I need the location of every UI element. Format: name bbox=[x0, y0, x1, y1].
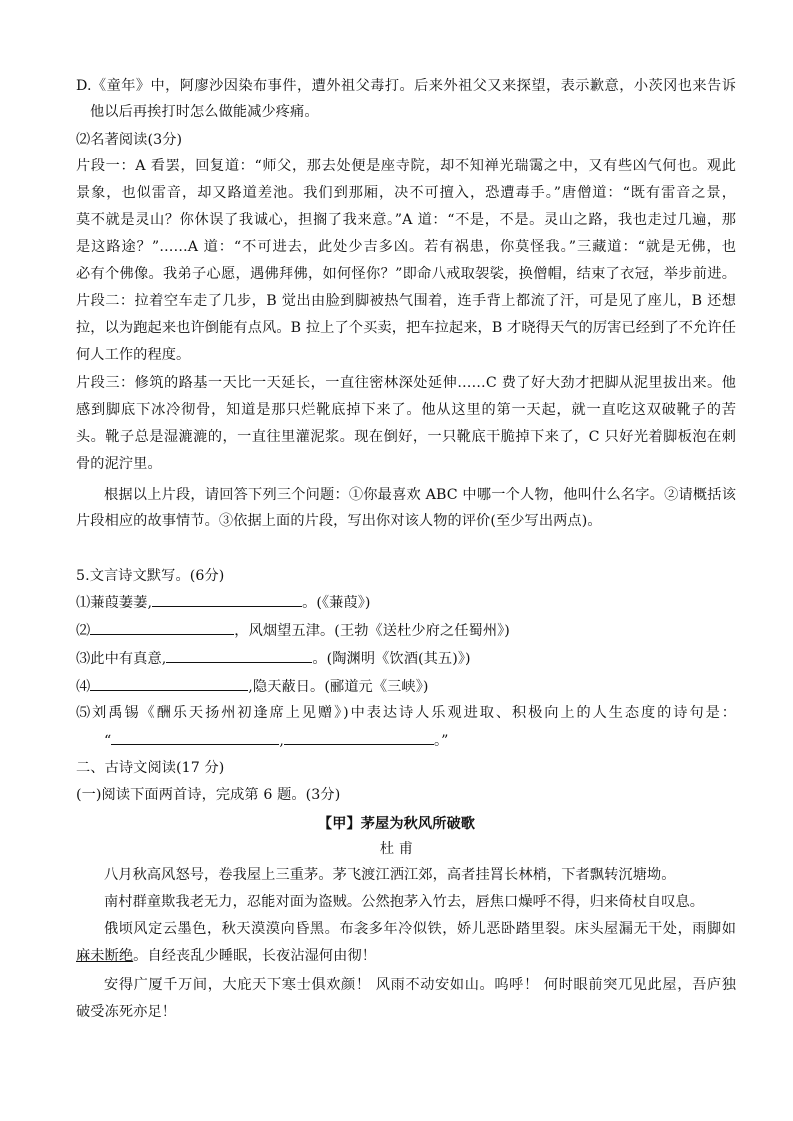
q5-item5-answer bbox=[104, 730, 764, 751]
option-d-line2: 他以后再挨打时怎么做能减少疼痛。 bbox=[90, 104, 319, 120]
answer-blank-3[interactable] bbox=[166, 648, 312, 663]
poem-stanza: 俄顷风定云墨色，秋天漠漠向昏黑。布衾多年冷似铁，娇儿恶卧踏里裂。床头屋漏无干处，雨脚如 bbox=[104, 921, 736, 937]
q5-item2-suffix: ，风烟望五津。(王勃《送杜少府之任蜀州》) bbox=[234, 623, 510, 639]
part2-subheading: (一)阅读下面两首诗，完成第 6 题。(3分) bbox=[76, 787, 341, 803]
fragment1-line: 景象，也似雷音，却又路道差池。我们到那厢，决不可擅入，恐遭毒手。”唐僧道：“既有雷音之景， bbox=[76, 185, 736, 201]
close-quote: 。” bbox=[433, 733, 449, 749]
fragment1-line: 莫不就是灵山？你休误了我诚心，担搁了我来意。”A 道：“不是，不是。灵山之路，我也走过几遍，那 bbox=[76, 212, 736, 228]
poem-stanza-cont bbox=[76, 946, 736, 966]
q5-item1-prefix: ⑴蒹葭萋萋, bbox=[76, 595, 153, 611]
q5-item5: ⑸刘禹锡《酬乐天扬州初逢席上见赠》)中表达诗人乐观进取、积极向上的人生态度的诗句是： bbox=[76, 705, 736, 721]
q5-item1 bbox=[76, 592, 736, 613]
fragment3-line: 头。靴子总是湿漉漉的，一直往里灌泥浆。现在倒好，一只靴底干脆掉下来了，C 只好光着脚板泡在刺 bbox=[76, 429, 736, 445]
option-d-line1: D.《童年》中，阿廖沙因染布事件，遭外祖父毒打。后来外祖父又来探望，表示歉意，小茨冈也来告诉 bbox=[76, 78, 736, 94]
q5-item2-prefix: ⑵ bbox=[76, 623, 91, 639]
fragment2-line: 何人工作的程度。 bbox=[76, 347, 191, 363]
answer-blank-4[interactable] bbox=[90, 676, 248, 691]
part2-heading: 二、古诗文阅读(17 分) bbox=[76, 760, 225, 776]
underlined-phrase: 麻未断绝 bbox=[76, 948, 134, 964]
fragment2-line: 片段二：拉着空车走了几步，B 觉出由脸到脚被热气围着，连手背上都流了汗，可是见了座儿，B 还想 bbox=[76, 293, 736, 309]
q5-item3-suffix: 。(陶渊明《饮酒(其五)》) bbox=[312, 651, 471, 667]
fragment2-line: 拉，以为跑起来也许倒能有点风。B 拉上了个买卖，把车拉起来，B 才晓得天气的厉害已经到了不允许任 bbox=[76, 320, 736, 336]
q5-item4 bbox=[76, 676, 736, 697]
q5-item2 bbox=[76, 620, 736, 641]
q5-item4-prefix: ⑷ bbox=[76, 679, 91, 695]
poem-stanza: 安得广厦千万间，大庇天下寒士俱欢颜！ 风雨不动安如山。呜呼！ 何时眼前突兀见此屋，吾庐独 bbox=[104, 977, 736, 993]
answer-blank-5a[interactable] bbox=[111, 730, 279, 745]
fragment3-line: 感到脚底下冰冷彻骨，知道是那只烂靴底掉下来了。他从这里的第一天起，就一直吃这双破靴子的苦 bbox=[76, 402, 736, 418]
reading-question-line1: 根据以上片段，请回答下列三个问题：①你最喜欢 ABC 中哪一个人物，他叫什么名字。②请概括该 bbox=[104, 487, 736, 503]
reading-question-line2: 片段相应的故事情节。③依据上面的片段，写出你对该人物的评价(至少写出两点)。 bbox=[76, 513, 602, 529]
reading-heading: ⑵名著阅读(3分) bbox=[76, 132, 183, 148]
answer-blank-5b[interactable] bbox=[284, 730, 434, 745]
poem-author: 杜 甫 bbox=[379, 841, 414, 857]
comma: , bbox=[279, 733, 284, 749]
q5-item4-suffix: ,隐天蔽日。(郦道元《三峡》) bbox=[248, 679, 429, 695]
answer-blank-2[interactable] bbox=[90, 620, 234, 635]
poem-stanza: 八月秋高风怒号，卷我屋上三重茅。茅飞渡江洒江郊，高者挂罥长林梢，下者飘转沉塘坳。 bbox=[104, 867, 676, 883]
poem-stanza-cont: 破受冻死亦足！ bbox=[76, 1004, 177, 1020]
poem-stanza: 南村群童欺我老无力，忍能对面为盗贼。公然抱茅入竹去，唇焦口燥呼不得，归来倚杖自叹息。 bbox=[104, 894, 705, 910]
fragment1-line: 必有个佛像。我弟子心愿，遇佛拜佛，如何怪你？”即命八戒取袈裟，换僧帽，结束了衣冠，举步前进。 bbox=[76, 266, 736, 282]
poem-title: 【甲】茅屋为秋风所破歌 bbox=[317, 816, 476, 832]
poem-text: 。自经丧乱少睡眠，长夜沾湿何由彻！ bbox=[133, 948, 377, 964]
q5-item3 bbox=[76, 648, 736, 669]
q5-item3-prefix: ⑶此中有真意, bbox=[76, 651, 167, 667]
answer-blank-1[interactable] bbox=[152, 592, 302, 607]
fragment3-line: 片段三：修筑的路基一天比一天延长，一直往密林深处延伸……C 费了好大劲才把脚从泥里拔出来。他 bbox=[76, 375, 736, 391]
fragment1-line: 片段一：A 看罢，回复道：“师父，那去处便是座寺院，却不知禅光瑞霭之中，又有些凶气何也。观此 bbox=[76, 158, 736, 174]
fragment3-line: 骨的泥泞里。 bbox=[76, 456, 162, 472]
fragment1-line: 是这路途？”……A 道：“不可进去，此处少吉多凶。若有祸患，你莫怪我。”三藏道：“就是无佛，也 bbox=[76, 239, 736, 255]
q5-heading: 5.文言诗文默写。(6分) bbox=[76, 568, 225, 584]
q5-item1-suffix: 。(《蒹葭》) bbox=[302, 595, 371, 611]
open-quote: “ bbox=[104, 733, 112, 749]
